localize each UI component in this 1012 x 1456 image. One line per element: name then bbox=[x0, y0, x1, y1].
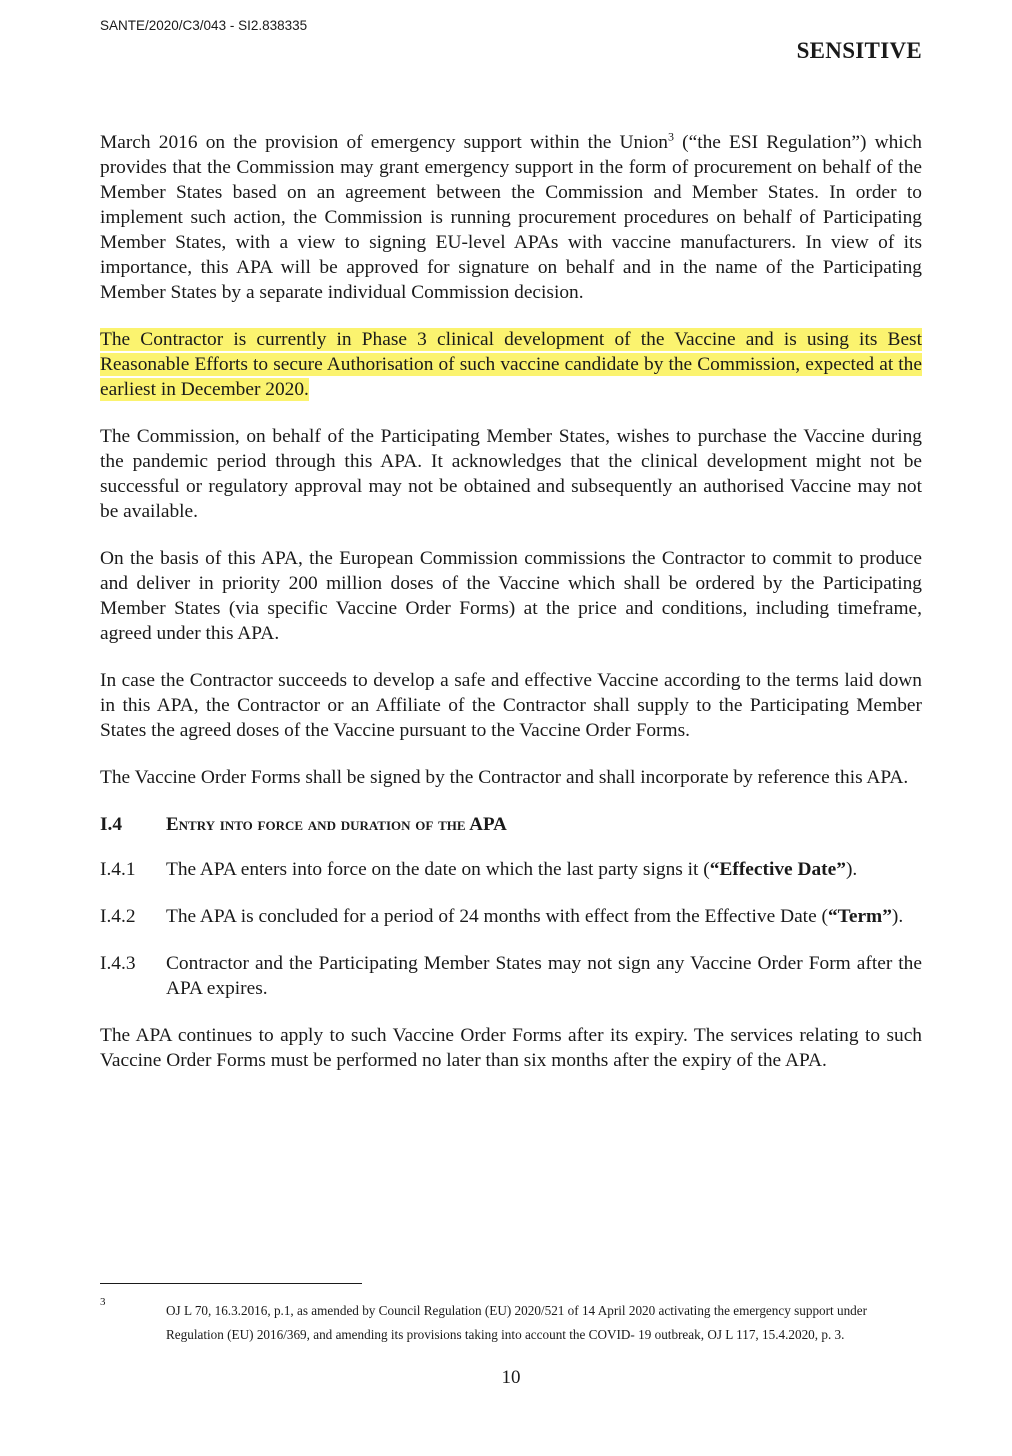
document-reference: SANTE/2020/C3/043 - SI2.838335 bbox=[100, 18, 308, 33]
paragraph-esi-regulation-part-2: (“the ESI Regulation”) which provides that the Commission may grant emergency support in the form of procurement on behalf of the Member States based on an agreement between the Commission and Member States. In order to implement such action, the Commission is running procurement procedures on behalf of Participating Member States, with a view to signing EU-level APAs with vaccine manufacturers. In view of its importance, this APA will be approved for signature on behalf and in the name of the Participating Member States by a separate individual Commission decision. bbox=[100, 132, 922, 303]
page-number: 10 bbox=[501, 1367, 521, 1388]
paragraph-phase3-highlighted bbox=[100, 327, 922, 402]
clause-number: I.4.1 bbox=[100, 859, 136, 880]
paragraph-expiry: The APA continues to apply to such Vaccine Order Forms after its expiry. The services relating to such Vaccine Order Forms must be performed no later than six months after the expiry of the APA. bbox=[100, 1025, 922, 1071]
clause-text-part: The APA enters into force on the date on which the last party signs it ( bbox=[166, 859, 710, 880]
paragraph-commission-purchase: The Commission, on behalf of the Participating Member States, wishes to purchase the Vaccine during the pandemic period through this APA. It acknowledges that the clinical development might not be successful or regulatory approval may not be obtained and subsequently an authorised Vaccine may not be available. bbox=[100, 426, 922, 522]
clause-number: I.4.2 bbox=[100, 906, 136, 927]
defined-term: “Term” bbox=[827, 906, 892, 927]
defined-term: “Effective Date” bbox=[709, 859, 846, 880]
paragraph-order-forms: The Vaccine Order Forms shall be signed by the Contractor and shall incorporate by reference this APA. bbox=[100, 767, 909, 788]
clause-text bbox=[166, 857, 922, 882]
clause-i-4-1 bbox=[100, 857, 922, 882]
clause-number: I.4.3 bbox=[100, 953, 136, 974]
footnote-text: OJ L 70, 16.3.2016, p.1, as amended by Council Regulation (EU) 2020/521 of 14 April 2020 activating the emergency support under Regulation (EU) 2016/369, and amending its provisions taking into account the COVID- 19 outbreak, OJ L 117, 15.4.2020, p. 3. bbox=[166, 1303, 868, 1342]
section-title: Entry into force and duration of the APA bbox=[166, 814, 507, 835]
clause-i-4-2 bbox=[100, 904, 922, 929]
paragraph-supply-conditions: In case the Contractor succeeds to develop a safe and effective Vaccine according to the terms laid down in this APA, the Contractor or an Affiliate of the Contractor shall supply to the Participating Member States the agreed doses of the Vaccine pursuant to the Vaccine Order Forms. bbox=[100, 670, 922, 741]
paragraph-200-million-doses: On the basis of this APA, the European Commission commissions the Contractor to commit to produce and deliver in priority 200 million doses of the Vaccine which shall be ordered by the Participating Member States (via specific Vaccine Order Forms) at the price and conditions, including timeframe, agreed under this APA. bbox=[100, 548, 922, 644]
section-number: I.4 bbox=[100, 814, 123, 835]
classification-label: SENSITIVE bbox=[796, 38, 922, 63]
paragraph-esi-regulation bbox=[100, 130, 922, 305]
section-heading bbox=[100, 812, 922, 837]
footnote-number: 3 bbox=[100, 1296, 106, 1308]
document-body bbox=[100, 130, 922, 1095]
footnote-separator bbox=[100, 1283, 362, 1284]
clause-text-part: The APA is concluded for a period of 24 months with effect from the Effective Date ( bbox=[166, 906, 828, 927]
clause-text-part: ). bbox=[845, 859, 858, 880]
footnote-reference: 3 bbox=[668, 129, 674, 144]
clause-text: Contractor and the Participating Member States may not sign any Vaccine Order Form after the APA expires. bbox=[166, 953, 922, 999]
clause-i-4-3 bbox=[100, 951, 922, 1001]
paragraph-esi-regulation-part-1: March 2016 on the provision of emergency support within the Union bbox=[100, 132, 668, 153]
clause-text bbox=[166, 904, 922, 929]
highlighted-text: The Contractor is currently in Phase 3 clinical development of the Vaccine and is using its Best Reasonable Efforts to secure Authorisation of such vaccine candidate by the Commission, expected at the earliest in December 2020. bbox=[100, 329, 922, 400]
clause-text-part: ). bbox=[891, 906, 904, 927]
